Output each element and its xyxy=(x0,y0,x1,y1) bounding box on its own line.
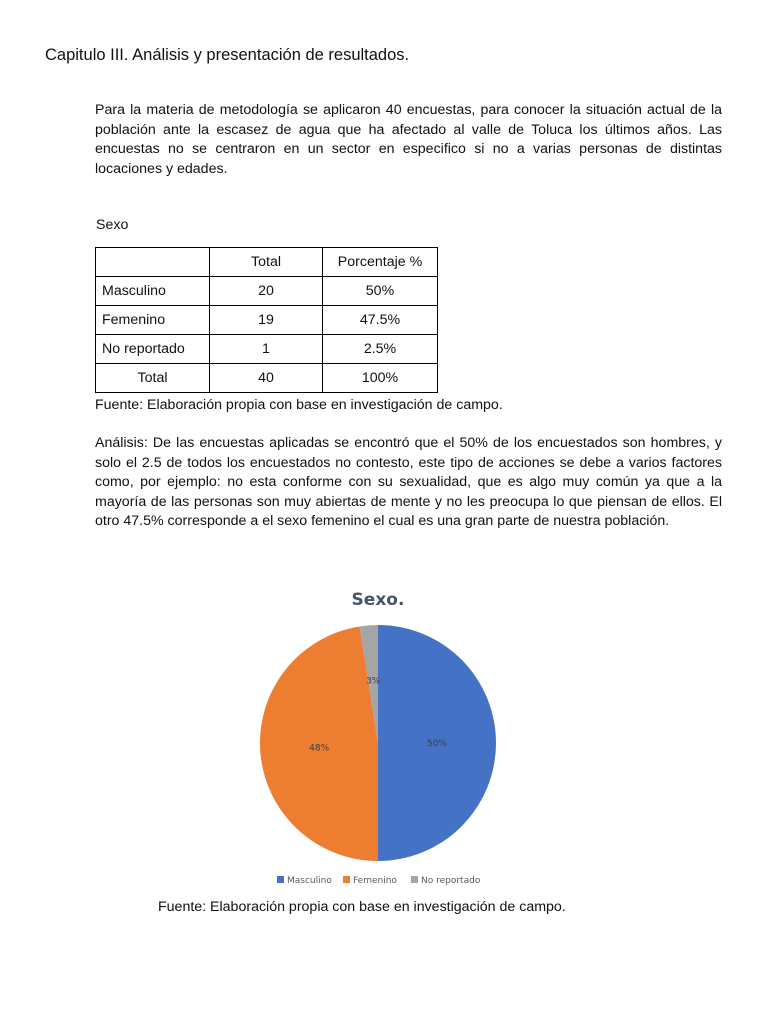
table-header-cell: Porcentaje % xyxy=(323,248,438,277)
data-label-femenino: 48% xyxy=(309,743,330,754)
table-cell: No reportado xyxy=(96,335,210,364)
table-row xyxy=(96,306,438,335)
table-source-note: Fuente: Elaboración propia con base en investigación de campo. xyxy=(95,397,503,413)
table-cell: 40 xyxy=(210,364,323,393)
data-label-no-reportado: 3% xyxy=(365,676,381,687)
table-cell: 2.5% xyxy=(323,335,438,364)
table-cell: 20 xyxy=(210,277,323,306)
legend-swatch-femenino xyxy=(343,876,350,883)
legend-label-no-reportado: No reportado xyxy=(421,876,481,886)
legend-label-masculino: Masculino xyxy=(287,876,332,886)
table-cell: Masculino xyxy=(96,277,210,306)
page-heading: Capitulo III. Análisis y presentación de resultados. xyxy=(45,46,410,64)
table-total-row xyxy=(96,364,438,393)
table-cell: Total xyxy=(96,364,210,393)
table-cell: 100% xyxy=(323,364,438,393)
chart-source-note: Fuente: Elaboración propia con base en investigación de campo. xyxy=(158,899,566,915)
table-cell: 1 xyxy=(210,335,323,364)
table-cell: 47.5% xyxy=(323,306,438,335)
table-row xyxy=(96,277,438,306)
pie-slices xyxy=(260,625,496,861)
table-header-cell xyxy=(96,248,210,277)
chart-legend xyxy=(277,876,481,886)
chart-title: Sexo. xyxy=(351,590,405,610)
intro-paragraph: Para la materia de metodología se aplicaron 40 encuestas, para conocer la situación actual de la población ante la escasez de agua que ha afectado al valle de Toluca los últimos años. Las encuestas no se centraron en un sector en especifico si no a varias personas de distintas locaciones y edades. xyxy=(95,102,722,177)
pie-chart-svg xyxy=(248,580,508,896)
table-header-cell: Total xyxy=(210,248,323,277)
data-label-masculino: 50% xyxy=(426,739,448,749)
legend-swatch-no-reportado xyxy=(411,876,418,883)
table-row xyxy=(96,335,438,364)
table-header-row xyxy=(96,248,438,277)
table-cell: Femenino xyxy=(96,306,210,335)
table-cell: 50% xyxy=(323,277,438,306)
analysis-paragraph: Análisis: De las encuestas aplicadas se encontró que el 50% de los encuestados son hombres, y solo el 2.5 de todos los encuestados no contesto, este tipo de acciones se debe a varios factores como, por ejemplo: no esta conforme con su sexualidad, que es algo muy común ya que a la mayoría de las personas son muy abiertas de mente y no les preocupa lo que piensan de ellos. El otro 47.5% corresponde a el sexo femenino el cual es una gran parte de nuestra población. xyxy=(95,435,722,529)
table-cell: 19 xyxy=(210,306,323,335)
legend-label-femenino: Femenino xyxy=(353,876,397,886)
pie-chart xyxy=(248,580,508,896)
legend-swatch-masculino xyxy=(277,876,284,883)
table-caption: Sexo xyxy=(96,217,129,233)
sex-table xyxy=(95,247,438,393)
